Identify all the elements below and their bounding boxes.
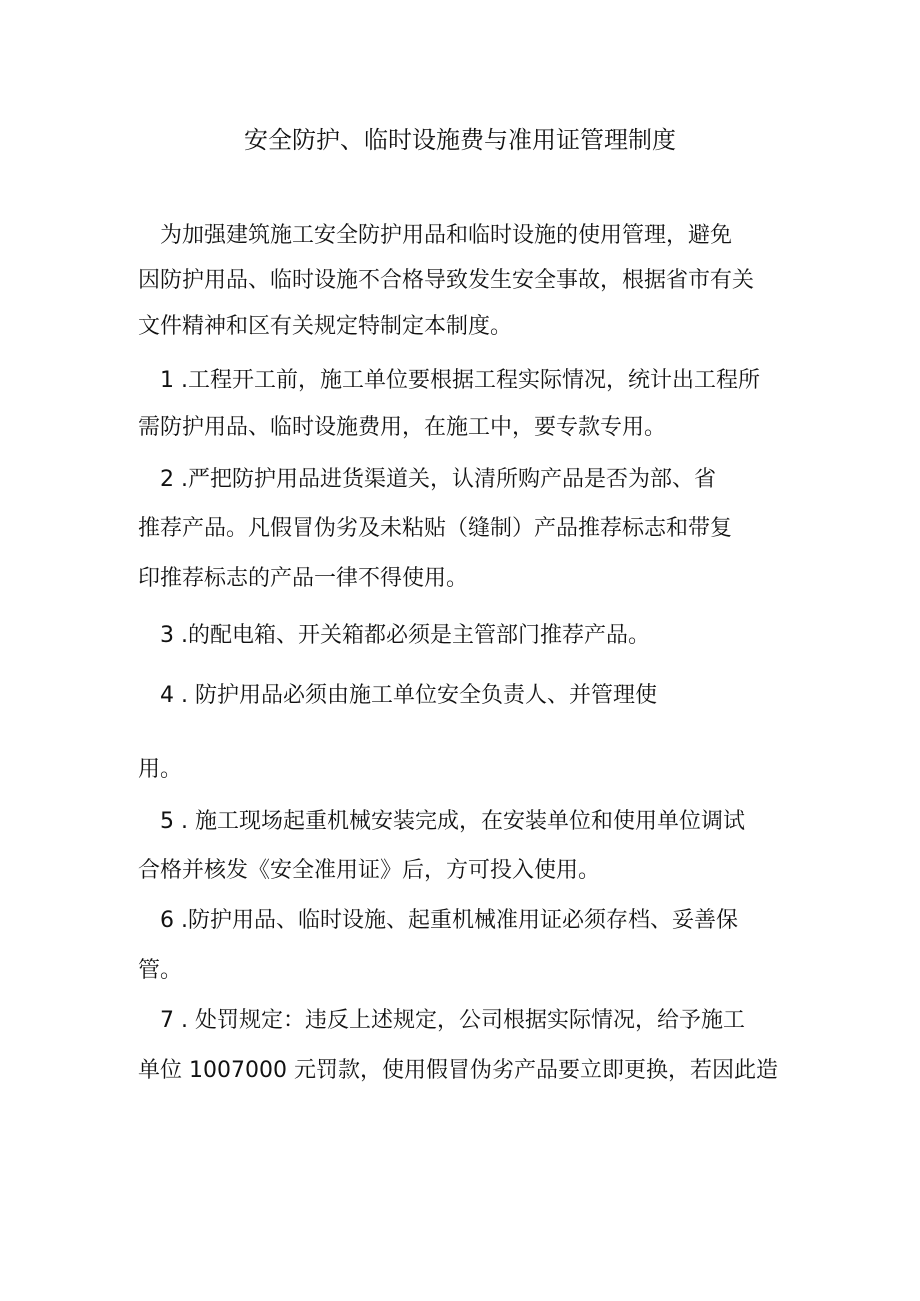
item-7-line-2: 单位 1007000 元罚款，使用假冒伪劣产品要立即更换，若因此造 (138, 1058, 778, 1083)
item-2-line-2: 推荐产品。凡假冒伪劣及未粘贴（缝制）产品推荐标志和带复 (138, 516, 733, 541)
item-7-line-1: 7 . 处罚规定：违反上述规定，公司根据实际情况，给予施工 (160, 1008, 745, 1033)
item-2-line-3: 印推荐标志的产品一律不得使用。 (138, 566, 469, 591)
paragraph-intro-line-1: 为加强建筑施工安全防护用品和临时设施的使用管理，避免 (160, 223, 733, 248)
item-1-line-2: 需防护用品、临时设施费用，在施工中，要专款专用。 (138, 415, 667, 440)
item-6-line-2: 管。 (138, 958, 183, 983)
item-2-line-1: 2 .严把防护用品进货渠道关，认清所购产品是否为部、省 (160, 467, 716, 492)
paragraph-intro-line-3: 文件精神和区有关规定特制定本制度。 (138, 314, 513, 339)
item-4-line-1: 4 . 防护用品必须由施工单位安全负责人、并管理使 (160, 683, 657, 708)
paragraph-intro-line-2: 因防护用品、临时设施不合格导致发生安全事故，根据省市有关 (138, 268, 755, 293)
item-5-line-1: 5 . 施工现场起重机械安装完成，在安装单位和使用单位调试 (160, 809, 745, 834)
item-3-line-1: 3 .的配电箱、开关箱都必须是主管部门推荐产品。 (160, 623, 650, 648)
document-title: 安全防护、临时设施费与准用证管理制度 (244, 126, 676, 154)
item-5-line-2: 合格并核发《安全准用证》后，方可投入使用。 (138, 858, 601, 883)
item-6-line-1: 6 .防护用品、临时设施、起重机械准用证必须存档、妥善保 (160, 908, 738, 933)
item-4-line-2: 用。 (138, 757, 183, 782)
item-1-line-1: 1 .工程开工前，施工单位要根据工程实际情况，统计出工程所 (160, 368, 760, 393)
